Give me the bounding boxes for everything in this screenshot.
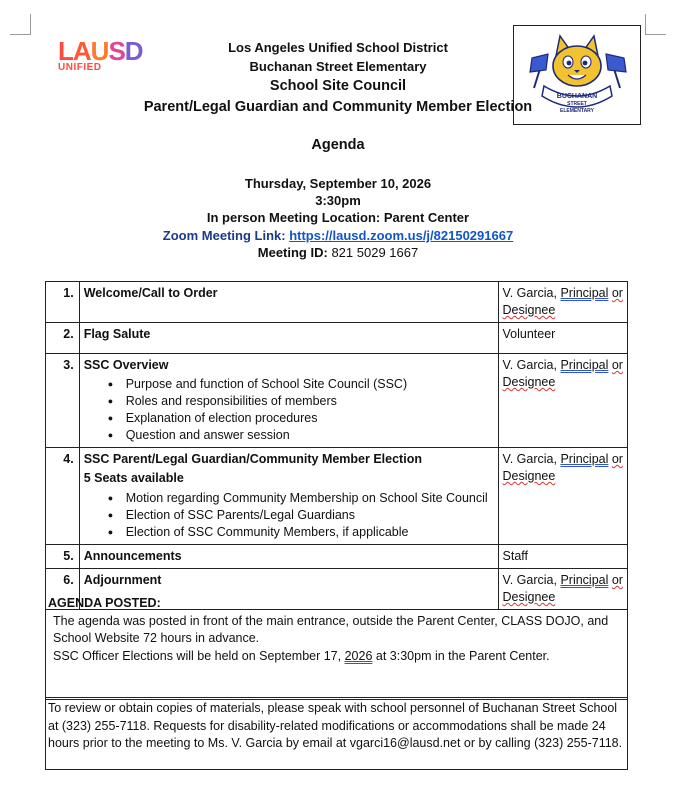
agenda-table: [45, 281, 628, 610]
logo-letter: A: [72, 36, 91, 66]
table-row: [46, 545, 628, 569]
review-materials-section: [45, 697, 628, 770]
item-number: 4.: [46, 448, 80, 545]
svg-text:STREET: STREET: [567, 101, 587, 107]
item-title: SSC Overview: [83, 358, 169, 372]
presenter-cell: [498, 354, 627, 448]
meeting-id-value: 821 5029 1667: [331, 245, 419, 260]
item-cell: [79, 354, 498, 448]
svg-text:BUCHANAN: BUCHANAN: [556, 93, 598, 100]
presenter-cell: [498, 448, 627, 545]
item-number: 3.: [46, 354, 80, 448]
item-title: Flag Salute: [83, 327, 151, 341]
presenter-text: Volunteer: [502, 327, 556, 341]
item-subtitle: 5 Seats available: [83, 471, 184, 485]
agenda-title: Agenda: [311, 137, 365, 153]
list-item: ● Election of SSC Community Members, if applicable: [126, 524, 494, 541]
posted-label: AGENDA POSTED:: [48, 596, 161, 610]
item-cell: [79, 323, 498, 354]
item-title: SSC Parent/Legal Guardian/Community Member Election: [83, 452, 422, 466]
logo-sub-text: UNIFIED: [58, 62, 102, 73]
table-row: [46, 448, 628, 545]
list-item: ● Roles and responsibilities of members: [126, 393, 494, 410]
list-item: ● Question and answer session: [126, 427, 494, 444]
meeting-id-line: [0, 245, 676, 260]
presenter-or: or: [611, 573, 623, 587]
page-corner-mark-right: [645, 14, 666, 35]
presenter-cell: [498, 282, 627, 323]
list-item: ● Election of SSC Parents/Legal Guardians: [126, 507, 494, 524]
presenter-or: or: [611, 358, 623, 372]
list-item: ● Explanation of election procedures: [126, 410, 494, 427]
item-cell: [79, 448, 498, 545]
presenter-or: or: [611, 452, 623, 466]
presenter-name: V. Garcia,: [502, 286, 557, 300]
election-year: 2026: [344, 648, 373, 663]
school-name: Buchanan Street Elementary: [249, 59, 427, 74]
presenter-role: Principal: [560, 573, 609, 587]
logo-letter: U: [90, 36, 109, 66]
election-date-part-b: at 3:30pm in the Parent Center.: [375, 648, 550, 663]
zoom-label: Zoom Meeting Link:: [162, 228, 286, 243]
presenter-role: Principal: [560, 286, 609, 300]
presenter-role: Principal: [560, 452, 609, 466]
election-date-part-a: SSC Officer Elections will be held on September 17,: [53, 648, 342, 663]
presenter-role: Principal: [560, 358, 609, 372]
meeting-date: Thursday, September 10, 2026: [244, 176, 432, 191]
list-item: ● Purpose and function of School Site Council (SSC): [126, 376, 494, 393]
presenter-name: V. Garcia,: [502, 358, 557, 372]
item-number: 6.: [46, 569, 80, 610]
item-bullet-list: [84, 376, 494, 444]
logo-letter: L: [58, 36, 73, 66]
svg-text:ELEMENTARY: ELEMENTARY: [560, 108, 594, 114]
presenter-designee: Designee: [502, 303, 556, 317]
item-number: 1.: [46, 282, 80, 323]
presenter-name: V. Garcia,: [502, 452, 557, 466]
election-title: Parent/Legal Guardian and Community Member Election: [143, 99, 533, 115]
item-number: 2.: [46, 323, 80, 354]
election-date-text: [48, 648, 627, 666]
presenter-designee: Designee: [502, 590, 556, 604]
item-number: 5.: [46, 545, 80, 569]
presenter-text: Staff: [502, 549, 528, 563]
posted-text: The agenda was posted in front of the main entrance, outside the Parent Center, CLASS DOJO, and School Website 72 hours in advance.: [53, 613, 609, 645]
logo-letter: S: [108, 36, 125, 66]
presenter-cell: [498, 323, 627, 354]
presenter-designee: Designee: [502, 469, 556, 483]
council-name: School Site Council: [269, 78, 407, 94]
list-item: ● Motion regarding Community Membership on School Site Council: [126, 490, 494, 507]
item-cell: [79, 282, 498, 323]
meeting-time: 3:30pm: [315, 193, 361, 208]
agenda-posted-section: [45, 592, 628, 700]
table-row: [46, 282, 628, 323]
item-title: Adjournment: [83, 573, 162, 587]
district-name: Los Angeles Unified School District: [228, 40, 448, 55]
logo-letter: D: [124, 36, 143, 66]
item-title: Welcome/Call to Order: [83, 286, 218, 300]
zoom-line: [0, 228, 676, 243]
review-text: To review or obtain copies of materials, please speak with school personnel of Buchanan Street School at (323) 255-7118. Requests for disability-related modifications or accommodations shall be made 24 hours prior to the meeting to Ms. V. Garcia by email at vgarci16@lausd.net or by calling (323) 255-7118.: [48, 701, 623, 750]
presenter-or: or: [611, 286, 623, 300]
item-title: Announcements: [83, 549, 182, 563]
meeting-id-label: Meeting ID:: [257, 245, 328, 260]
presenter-name: V. Garcia,: [502, 573, 557, 587]
zoom-link[interactable]: https://lausd.zoom.us/j/82150291667: [289, 228, 514, 243]
item-bullet-list: [84, 490, 494, 541]
presenter-cell: [498, 545, 627, 569]
item-cell: [79, 545, 498, 569]
table-row: [46, 323, 628, 354]
presenter-designee: Designee: [502, 375, 556, 389]
meeting-location: In person Meeting Location: Parent Center: [206, 210, 470, 225]
page-corner-mark-left: [10, 14, 31, 35]
table-row: [46, 354, 628, 448]
